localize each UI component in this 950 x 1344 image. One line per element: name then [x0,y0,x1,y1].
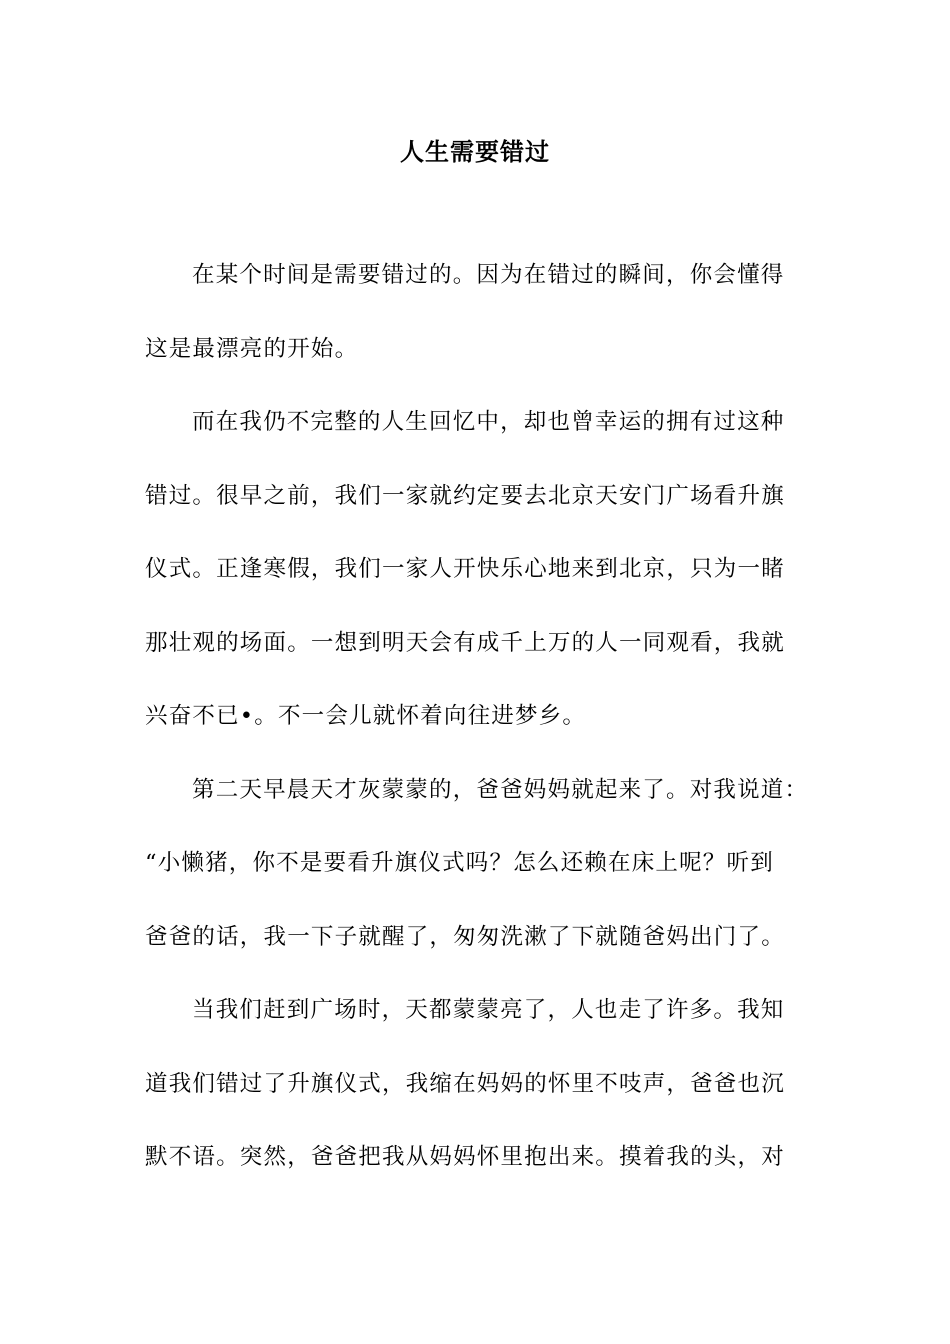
paragraph-line: 而在我仍不完整的人生回忆中，却也曾幸运的拥有过这种 [192,409,785,435]
paragraph-line: 这是最漂亮的开始。 [145,335,359,362]
paragraph-line: 第二天早晨天才灰蒙蒙的，爸爸妈妈就起来了。对我说道： [192,776,809,803]
paragraph-line: 默不语。突然，爸爸把我从妈妈怀里抱出来。摸着我的头，对 [145,1144,785,1170]
paragraph-line: 当我们赶到广场时，天都蒙蒙亮了，人也走了许多。我知 [192,997,785,1023]
paragraph-line: 兴奋不已•。不一会儿就怀着向往进梦乡。 [145,703,587,729]
paragraph-line: 在某个时间是需要错过的。因为在错过的瞬间，你会懂得 [192,262,785,288]
paragraph-line: 那壮观的场面。一想到明天会有成千上万的人一同观看，我就 [145,629,785,656]
paragraph-line: 仪式。正逢寒假，我们一家人开快乐心地来到北京，只为一睹 [145,556,785,582]
document-body [145,255,825,1211]
paragraph-line: “小懒猪，你不是要看升旗仪式吗？怎么还赖在床上呢？听到 [145,850,774,876]
paragraph-line: 道我们错过了升旗仪式，我缩在妈妈的怀里不吱声，爸爸也沉 [145,1070,785,1097]
paragraph-line: 错过。很早之前，我们一家就约定要去北京天安门广场看升旗 [145,482,785,509]
document-title: 人生需要错过 [400,137,550,166]
paragraph-line: 爸爸的话，我一下子就醒了，匆匆洗漱了下就随爸妈出门了。 [145,923,785,950]
